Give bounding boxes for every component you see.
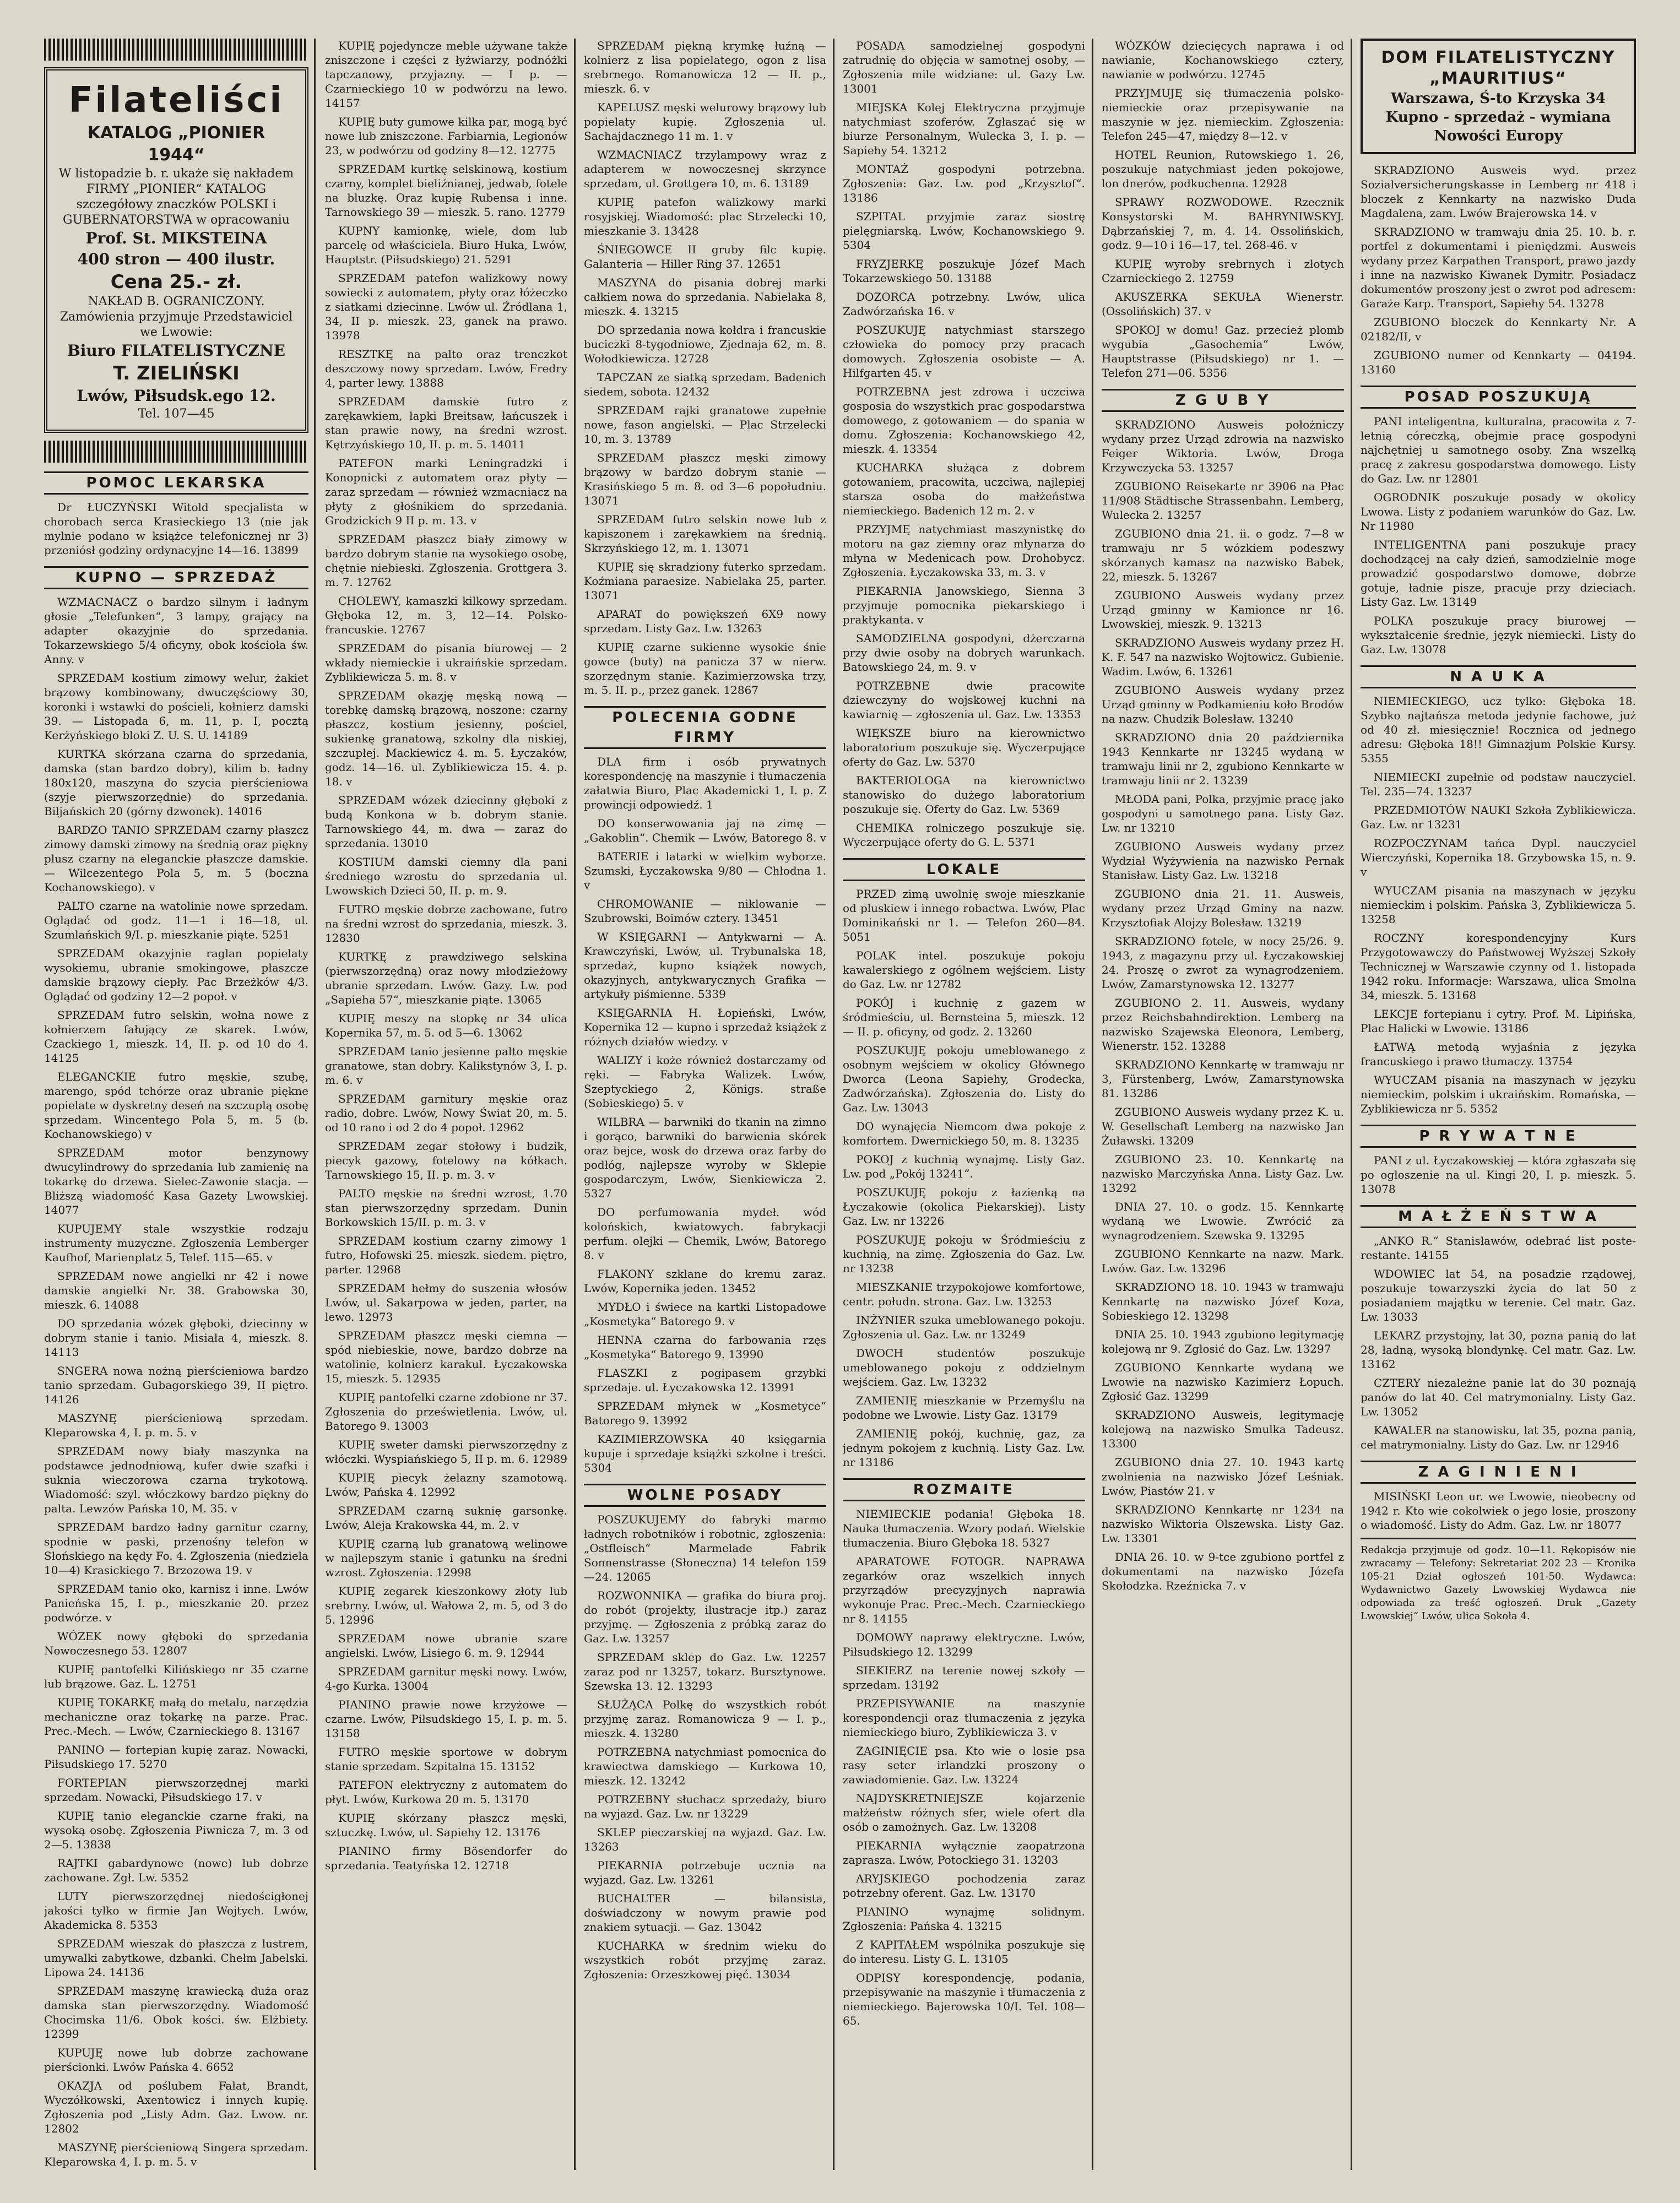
classified-ad: WÓZKÓW dziecięcych naprawa i od nawianie, Kochanowskiego cztery, nawianie w podwórzu. 12745 bbox=[1102, 39, 1344, 81]
classified-ad: SŁUŻĄCA Polkę do wszystkich robót przyjmę zaraz. Romanowicza 9 — I. p., mieszk. 4. 13280 bbox=[584, 1698, 826, 1740]
column-4 bbox=[843, 39, 1085, 2170]
classified-ad: DLA firm i osób prywatnych korespondencję na maszynie i tłumaczenia załatwia Biuro, Plac Akademicki 1, I. p. Z prowincji odpowiedź. 1 bbox=[584, 755, 826, 811]
section-heading: POMOC LEKARSKA bbox=[44, 471, 308, 495]
classified-ad: PRZEDMIOTÓW NAUKI Szkoła Zyblikiewicza. Gaz. Lw. nr 13231 bbox=[1361, 804, 1636, 831]
classified-ad: ZGUBIONO dnia 21. ii. o godz. 7—8 w tramwaju nr 5 wózkiem podeszwy skórzanych kamasz na nazwisko Babek, 22, mieszk. 5. 13267 bbox=[1102, 527, 1344, 583]
classified-ad: KOSTIUM damski ciemny dla pani średniego wzrostu do sprzedania ul. Lwowskich Dzieci 50, II. p. m. 9. bbox=[325, 855, 567, 897]
classified-ad: KUPIĘ się skradziony futerko sprzedam. Koźmiana paraesize. Nabielaka 25, parter. 13071 bbox=[584, 560, 826, 602]
classified-ad: DO wynajęcia Niemcom dwa pokoje z komfortem. Dwernickiego 50, m. 8. 13235 bbox=[843, 1120, 1085, 1147]
classified-ad: SKRADZIONO fotele, w nocy 25/26. 9. 1943, z magazynu przy ul. Łyczakowskiej 24. Proszę o zwrot za wynagrodzeniem. Lwów, Zamarstynowska 12. 13277 bbox=[1102, 935, 1344, 991]
classified-ad: TAPCZAN ze siatką sprzedam. Badenich siedem, sobota. 12432 bbox=[584, 371, 826, 398]
ad-box-name: T. ZIELIŃSKI bbox=[113, 362, 240, 384]
classified-ad: ZGUBIONO Reisekarte nr 3906 na Płac 11/908 Städtische Strassenbahn. Lemberg, Wulecka 2. 13257 bbox=[1102, 480, 1344, 522]
classified-ad: SKLEP pieczarskiej na wyjazd. Gaz. Lw. 13263 bbox=[584, 1826, 826, 1853]
classified-ad: KUPUJĘ nowe lub dobrze zachowane pierścionki. Lwów Pańska 4. 6652 bbox=[44, 2046, 308, 2074]
classified-ad: PRZYJMĘ natychmiast maszynistkę do motoru na gaz ziemny oraz młynarza do młyna w Medenicach pow. Drohobycz. Zgłoszenia. Łyczakowska 33, m. 3. v bbox=[843, 523, 1085, 579]
ad-box-catalog: KATALOG „PIONIER 1944“ bbox=[87, 123, 265, 165]
classified-ad: SPRZEDAM garnitur męski nowy. Lwów, 4-go Kurka. 13004 bbox=[325, 1665, 567, 1692]
classified-ad: WÓZEK nowy głęboki do sprzedania Nowoczesnego 53. 12807 bbox=[44, 1630, 308, 1657]
classified-ad: KSIĘGARNIA H. Łopieński, Lwów, Kopernika 12 — kupno i sprzedaż książek z różnych działów wiedzy. v bbox=[584, 1006, 826, 1048]
classified-ad: ZGUBIONO bloczek do Kennkarty Nr. A 02182/II, v bbox=[1361, 316, 1636, 343]
classified-ad: ODPISY korespondencję, podania, przepisywanie na maszynie i tłumaczenia z niemieckiego. Bajerowska 10/I. Tel. 108—65. bbox=[843, 1971, 1085, 2027]
classified-ad: WILBRA — barwniki do tkanin na zimno i gorąco, barwniki do barwienia skórek oraz bejce, wosk do drzewa oraz farby do podłóg, najlepsze wyroby w Sklepie gospodarczym, Lwów, Sienkiewicza 2. 5327 bbox=[584, 1115, 826, 1200]
classified-ad: ROZWONNIKA — grafika do biura proj. do robót (projekty, ilustracje itp.) zaraz przyjmę. — Zgłoszenia z próbką zaraz do Gaz. Lw. 13257 bbox=[584, 1589, 826, 1645]
classified-ad: SPRZEDAM okazyjnie raglan popielaty wysokiemu, ubranie smokingowe, płaszcze damskie brązowy ciepły. Pac Brzeżków 4/3. Oglądać od godziny 12—2 popoł. v bbox=[44, 947, 308, 1003]
classified-ad: KUCHARKA służąca z dobrem gotowaniem, pracowita, uczciwa, najlepiej starsza osoba do małżeństwa niemieckiego. Badenich 12 m. 2. v bbox=[843, 461, 1085, 517]
classified-ad: KAZIMIERZOWSKA 40 księgarnia kupuje i sprzedaje książki szkolne i treści. 5304 bbox=[584, 1433, 826, 1474]
classified-ad: SPRZEDAM do pisania biurowej — 2 wkłady niemieckie i ukraińskie sprzedam. Zyblikiewicza 5. m. 8. v bbox=[325, 642, 567, 683]
classified-ad: PIEKARNIA Janowskiego, Sienna 3 przyjmuje pomocnika piekarskiego i praktykanta. v bbox=[843, 584, 1085, 626]
classified-ad: SKRADZIONO 18. 10. 1943 w tramwaju Kennkartę na nazwisko Józef Koza, Sobieskiego 12. 13298 bbox=[1102, 1280, 1344, 1322]
classified-ad: ZGUBIONO Kennkarte wydaną we Lwowie na nazwisko Kazimierz Łopuch. Zgłosić Gaz. 13299 bbox=[1102, 1361, 1344, 1403]
classified-ad: MONTAŻ gospodyni potrzebna. Zgłoszenia: Gaz. Lw. pod „Krzysztof“. 13186 bbox=[843, 162, 1085, 204]
classified-ad: BATERIE i latarki w wielkim wyborze. Szumski, Łyczakowska 9/80 — Chłodna 1. v bbox=[584, 850, 826, 892]
classified-ad: MYDŁO i świece na kartki Listopadowe „Kosmetyka“ Batorego 9. v bbox=[584, 1300, 826, 1328]
classified-ad: ZGUBIONO Ausweis wydany przez K. u. W. Gesellschaft Lemberg na nazwisko Jan Żuławski. 13209 bbox=[1102, 1105, 1344, 1147]
classified-ad: SKRADZIONO Ausweis położniczy wydany przez Urząd zdrowia na nazwisko Feiger Wiktoria. Lwów, Droga Krzywczycka 53. 13257 bbox=[1102, 418, 1344, 474]
classified-ad: SPRZEDAM kostium czarny zimowy 1 futro, Hofowski 25. mieszk. siedem. piętro, parter. 12968 bbox=[325, 1234, 567, 1276]
classified-ad: SPRZEDAM płaszcz męski ciemna — spód niebieskie, nowe, bardzo dobrze na watolinie, kolnierz karakul. Łyczakowska 15, mieszk. 5. 12935 bbox=[325, 1329, 567, 1385]
classified-ad: SPRZEDAM młynek w „Kosmetyce“ Batorego 9. 13992 bbox=[584, 1399, 826, 1427]
classified-ad: SPOKOJ w domu! Gaz. przecież plomb wygubia „Gasochemia“ Lwów, Hauptstrasse (Piłsudskiego) nr 1. — Telefon 271—06. 5356 bbox=[1102, 323, 1344, 379]
classified-ad: SKRADZIONO Ausweis wydany przez H. K. F. 547 na nazwisko Wojtowicz. Gubienie. Wadim. Lwów, 6. 13261 bbox=[1102, 636, 1344, 678]
classified-ad: SPRZEDAM nowy biały maszynka na podstawce jednodniową, kufer dwie szafki i suknia wieczorowa czarna trykotową. Wiadomość: szyl. włóczkowy bardzo piękny do palta. Lewzów Pańska 10, M. 35. v bbox=[44, 1445, 308, 1515]
classified-ad: OKAZJA od poślubem Fałat, Brandt, Wyczółkowski, Axentowicz i innych kupię. Zgłoszenia pod „Listy Adm. Gaz. Lwow. nr. 12802 bbox=[44, 2079, 308, 2135]
classified-ad: PIEKARNIA potrzebuje ucznia na wyjazd. Gaz. Lw. 13261 bbox=[584, 1859, 826, 1886]
classified-ad: KUPIĘ czarne sukienne wysokie śnie gowce (buty) na panicza 37 w nierw. szorzędnym stanie. Kazimierzowska trzy, m. 5. II. p., przez ganek. 12867 bbox=[584, 641, 826, 697]
classified-ad: BUCHALTER — bilansista, doświadczony w nowym prawie pod znakiem sytuacji. — Gaz. 13042 bbox=[584, 1892, 826, 1934]
classified-ad: SPRZEDAM nowe ubranie szare angielski. Lwów, Lisiego 6. m. 9. 12944 bbox=[325, 1632, 567, 1659]
classified-ad: POSADA samodzielnej gospodyni zatrudnię do objęcia w samotnej osoby, — Zgłoszenia mile widziane: ul. Gazy Lw. 13001 bbox=[843, 39, 1085, 95]
classified-ad: ZGUBIONO 23. 10. Kennkartę na nazwisko Marczyńska Anna. Listy Gaz. Lw. 13292 bbox=[1102, 1153, 1344, 1195]
ad-box-tel: Tel. 107—45 bbox=[138, 407, 215, 421]
classified-ad: SPRZEDAM piękną krymkę łuźną — kolnierz z lisa popielatego, ogon z lisa srebrnego. Romanowicza 12 — II. p., mieszk. 6. v bbox=[584, 39, 826, 95]
classified-ad: SPRZEDAM sklep do Gaz. Lw. 12257 zaraz pod nr 13257, tokarz. Bursztynowe. Szewska 13. 12. 13293 bbox=[584, 1651, 826, 1692]
classified-ad: ŁATWĄ metodą wyjaśnia z języka francuskiego i prawo tłumaczy. 13754 bbox=[1361, 1040, 1636, 1068]
classified-ad: OGRODNIK poszukuje posady w okolicy Lwowa. Listy z podaniem warunków do Gaz. Lw. Nr 11980 bbox=[1361, 491, 1636, 533]
classified-ad: DNIA 25. 10. 1943 zgubiono legitymację kolejową nr 9. Zgłosić do Gaz. Lw. 13297 bbox=[1102, 1328, 1344, 1355]
classified-ad: ZGUBIONO 2. 11. Ausweis, wydany przez Reichsbahndirektion. Lemberg na nazwisko Szajewska Eleonora, Lemberg, Wienerstr. 152. 13288 bbox=[1102, 996, 1344, 1052]
classified-ad: POTRZEBNE dwie pracowite dziewczyny do wojskowej kuchni na kawiarnię — zgłoszenia ul. Gaz. Lw. 13353 bbox=[843, 679, 1085, 721]
section-heading: Z G U B Y bbox=[1102, 389, 1344, 412]
classified-ad: DNIA 26. 10. w 9-tce zgubiono portfel z dokumentami na nazwisko Józefa Skołodzka. Rzeźnicka 7. v bbox=[1102, 1550, 1344, 1592]
classified-ad: SKRADZIONO Ausweis, legitymację kolejową na nazwisko Smulka Tadeusz. 13300 bbox=[1102, 1408, 1344, 1450]
column-rule bbox=[314, 39, 316, 2170]
classified-ad: POSZUKUJĘ pokoju w Śródmieściu z kuchnią, na zimę. Zgłoszenia do Gaz. Lw. nr 13238 bbox=[843, 1233, 1085, 1275]
classified-ad: KUPIĘ pantofelki Kilińskiego nr 35 czarne lub brązowe. Gaz. L. 12751 bbox=[44, 1663, 308, 1690]
column-rule bbox=[1351, 39, 1352, 2170]
classified-ad: DO konserwowania jaj na zimę — „Gakoblin“. Chemik — Lwów, Batorego 8. v bbox=[584, 817, 826, 844]
classified-ad: PALTO czarne na watolinie nowe sprzedam. Oglądać od godz. 11—1 i 16—18, ul. Szumlańskich 9/I. p. mieszkanie piąte. 5251 bbox=[44, 899, 308, 941]
mauritius-ad-box bbox=[1361, 39, 1636, 154]
classified-ad: ZAGINIĘCIE psa. Kto wie o losie psa rasy seter irlandzki proszony o zawiadomienie. Gaz. Lw. 13224 bbox=[843, 1744, 1085, 1786]
classified-ad: INŻYNIER szuka umeblowanego pokoju. Zgłoszenia ul. Gaz. Lw. nr 13249 bbox=[843, 1314, 1085, 1341]
classified-ad: POSZUKUJĘ natychmiast starszego człowieka do pomocy przy pracach domowych. Zgłoszenia osobiste — A. Hilfgarten 45. v bbox=[843, 323, 1085, 379]
classified-ad: FUTRO męskie dobrze zachowane, futro na średni wzrost do sprzedania, mieszk. 3. 12830 bbox=[325, 903, 567, 945]
classified-ad: RESZTKĘ na palto oraz trenczkot deszczowy nowy sprzedam. Lwów, Fredry 4, parter lewy. 13888 bbox=[325, 348, 567, 389]
classified-ad: DNIA 27. 10. o godz. 15. Kennkartę wydaną we Lwowie. Zwrócić za wynagrodzeniem. Szewska 9. 13295 bbox=[1102, 1200, 1344, 1242]
classified-ad: PRZEPISYWANIE na maszynie korespondencji oraz tłumaczenia z języka niemieckiego biuro, Zyblikiewicza 3. v bbox=[843, 1697, 1085, 1739]
classified-ad: SKRADZIONO Kennkartę w tramwaju nr 3, Fürstenberg, Lwów, Zamarstynowska 81. 13286 bbox=[1102, 1058, 1344, 1100]
classified-ad: ROCZNY korespondencyjny Kurs Przygotowawczy do Państwowej Wyższej Szkoły Technicznej w Warszawie czynny od 1. listopada 1942 roku. Informacje: Warszawa, ulica Smolna 34, mieszk. 5. 13168 bbox=[1361, 931, 1636, 1002]
decorative-stripe bbox=[44, 441, 308, 463]
classified-ad: KUPIĘ wyroby srebrnych i złotych Czarnieckiego 2. 12759 bbox=[1102, 257, 1344, 285]
classified-ad: KURTKĘ z prawdziwego selskina (pierwszorzędną) oraz nowy młodzieżowy ubranie sprzedam. Lwów. Gazy. Lw. pod „Sapieha 57“, mieszkanie piąte. 13065 bbox=[325, 950, 567, 1006]
dom-name: „MAURITIUS“ bbox=[1429, 69, 1567, 88]
classified-ad: ZGUBIONO Kennkarte na nazw. Mark. Lwów. Gaz. Lw. 13296 bbox=[1102, 1247, 1344, 1275]
classified-ad: APARATOWE FOTOGR. NAPRAWA zegarków oraz wszelkich innych przyrządów precyzyjnych naprawia wykonuje Prac. Prec.-Mech. Czarnieckiego nr 8. 14155 bbox=[843, 1555, 1085, 1625]
decorative-stripe bbox=[44, 39, 308, 61]
ad-box-price: Cena 25.- zł. bbox=[110, 271, 242, 293]
classified-ad: KUPUJEMY stale wszystkie rodzaju instrumenty muzyczne. Zgłoszenia Lemberger Kaufhof, Marienplatz 5, Telef. 115—65. v bbox=[44, 1222, 308, 1264]
column-rule bbox=[574, 39, 576, 2170]
classified-ad: NIEMIECKIEGO, ucz tylko: Głęboka 18. Szybko najtańsza metoda jedynie fachowe, już od 40 zł. miesięcznie! Rocznica od jednego adresu: Głęboka 18!! Gimnazjum Polskie Kursy. 5355 bbox=[1361, 694, 1636, 765]
classified-ad: CHROMOWANIE — niklowanie — Szubrowski, Boimów cztery. 13451 bbox=[584, 897, 826, 925]
classified-ad: POTRZEBNA natychmiast pomocnica do krawiectwa damskiego — Kurkowa 10, mieszk. 12. 13242 bbox=[584, 1745, 826, 1787]
classified-ad: NAJDYSKRETNIEJSZE kojarzenie małżeństw różnych sfer, wiele ofert dla osób o zamożnych. Gaz. Lw. 13208 bbox=[843, 1792, 1085, 1833]
classified-ad: PIEKARNIA wyłącznie zaopatrzona zaprasza. Lwów, Potockiego 31. 13203 bbox=[843, 1839, 1085, 1866]
classified-ad: ZGUBIONO dnia 27. 10. 1943 kartę zwolnienia na nazwisko Józef Leśniak. Lwów, Piastów 21. v bbox=[1102, 1456, 1344, 1497]
classified-ad: KUPIĘ czarną lub granatową welinowe w najlepszym stanie i gatunku na średni wzrost. Zgłoszenia. 12998 bbox=[325, 1537, 567, 1579]
classified-ad: PRZED zimą uwolnię swoje mieszkanie od pluskiew i innego robactwa. Lwów, Plac Dominikański nr 1. — Telefon 260—84. 5051 bbox=[843, 887, 1085, 943]
classified-ad: Dr ŁUCZYŃSKI Witold specjalista w chorobach serca Krasieckiego 13 (nie jak mylnie podano w książce telefonicznej nr 3) przeniósł godziny ordynacyjne 14—16. 13899 bbox=[44, 501, 308, 557]
classified-ad: MIESZKANIE trzypokojowe komfortowe, centr. połudn. strona. Gaz. Lw. 13253 bbox=[843, 1280, 1085, 1308]
classified-ad: SPRZEDAM hełmy do suszenia włosów Lwów, ul. Sakarpowa w jeden, parter, na lewo. 12973 bbox=[325, 1282, 567, 1323]
editorial-footer: Redakcja przyjmuje od godz. 10—11. Rękopisów nie zwracamy — Telefony: Sekretariat 202 23 — Kronika 105-21 Dział ogłoszeń 101-50. Wydawca: Wydawnictwo Gazety Lwowskiej Wydawca nie odpowiada za treść ogłoszeń. Druk „Gazety Lwowskiej“ Lwów, ulica Sokoła 4. bbox=[1361, 1538, 1636, 1623]
classified-ad: POSZUKUJĘ pokoju z łazienką na Łyczakowie (okolica Piekarskiej). Listy Gaz. Lw. nr 13226 bbox=[843, 1186, 1085, 1228]
classified-ad: ROZPOCZYNAM tańca Dypl. nauczyciel Wierczyński, Kopernika 18. Grzybowska 15, n. 9. v bbox=[1361, 837, 1636, 878]
classified-ad: KUPIĘ pantofelki czarne zdobione nr 37. Zgłoszenia do prześwietlenia. Lwów, ul. Batorego 9. 13003 bbox=[325, 1391, 567, 1433]
classified-ad: Z KAPITAŁEM wspólnika poszukuje się do interesu. Listy G. L. 13105 bbox=[843, 1938, 1085, 1966]
classified-ad: ZAMIENIĘ pokój, kuchnię, gaz, za jednym pokojem z kuchnią. Listy Gaz. Lw. nr 13186 bbox=[843, 1427, 1085, 1469]
classified-ad: PANINO — fortepian kupię zaraz. Nowacki, Piłsudskiego 17. 5270 bbox=[44, 1743, 308, 1771]
classified-ad: PIANINO prawie nowe krzyżowe — czarne. Lwów, Piłsudskiego 15, I. p. m. 5. 13158 bbox=[325, 1698, 567, 1740]
classified-ad: KUPIĘ TOKARKĘ małą do metalu, narzędzia mechaniczne oraz tokarkę na parze. Prac. Prec.-Mech. — Lwów, Czarnieckiego 8. 13167 bbox=[44, 1696, 308, 1738]
section-heading: POLECENIA GODNE FIRMY bbox=[584, 706, 826, 749]
classified-ad: ZGUBIONO dnia 21. 11. Ausweis, wydany przez Urząd Gminy na nazw. Krzysztofiak Alojzy Bolesław. 13219 bbox=[1102, 887, 1344, 929]
classified-ad: SPRZEDAM czarną suknię garsonkę. Lwów, Aleja Krakowska 44, m. 2. v bbox=[325, 1504, 567, 1532]
classified-ad: SPRZEDAM maszynę krawiecką duża oraz damska stan pierwszorzędny. Wiadomość Chocimska 11/6. Obok kości. św. Elżbiety. 12399 bbox=[44, 1984, 308, 2041]
classified-ad: FLASZKI z pogipasem grzybki sprzedaje. ul. Łyczakowska 12. 13991 bbox=[584, 1366, 826, 1394]
classified-ad: ZGUBIONO Ausweis wydany przez Urząd gminny w Podkamieniu koło Brodów na nazw. Chudzik Bolesław. 13240 bbox=[1102, 683, 1344, 725]
section-heading: N A U K A bbox=[1361, 665, 1636, 688]
classified-ad: KUPIĘ meszy na stopkę nr 34 ulica Kopernika 57, m. 5. od 5—6. 13062 bbox=[325, 1012, 567, 1039]
ad-box-address: Lwów, Piłsudsk.ego 12. bbox=[77, 387, 276, 405]
classified-ad: SPRZEDAM bardzo ładny garnitur czarny, spodnie w paski, przenośny telefon w Słońskiego na kędy Fo. 4. Zgłoszenia (niedziela 10—4) Krasickiego 7. Brzozowa 19. v bbox=[44, 1521, 308, 1577]
classified-ad: NIEMIECKIE podania! Głęboka 18. Nauka tłumaczenia. Wzory podań. Wielskie tłumaczenia. Biuro Głęboka 18. 5327 bbox=[843, 1507, 1085, 1549]
section-heading: ROZMAITE bbox=[843, 1478, 1085, 1501]
classified-ad: BAKTERIOLOGA na kierownictwo stanowisko do dużego laboratorium poszukuje się. Oferty do Gaz. Lw. 5369 bbox=[843, 774, 1085, 816]
classified-ad: SPRAWY ROZWODOWE. Rzecznik Konsystorski M. BAHRYNIWSKYJ. Dąbrzańskiej 7, m. 4. 14. Ossolińskich, godz. 9—10 i 16—17, tel. 268-46. v bbox=[1102, 196, 1344, 252]
classified-ad: KUPIĘ skórzany płaszcz męski, sztuczkę. Lwów, ul. Sapiehy 12. 13176 bbox=[325, 1811, 567, 1839]
classified-ad: SIEKIERZ na terenie nowej szkoły — sprzedam. 13192 bbox=[843, 1664, 1085, 1691]
section-heading: M A Ł Ż E Ń S T W A bbox=[1361, 1205, 1636, 1228]
classified-ad: SPRZEDAM płaszcz biały zimowy w bardzo dobrym stanie na wysokiego osobę, chętnie niebieski. Zgłoszenia. Grottgera 3. m. 7. 12762 bbox=[325, 533, 567, 589]
classified-ad: POSZUKUJĘ pokoju umeblowanego z osobnym wejściem w okolicy Głównego Dworca (Leona Sapiehy, Grodecka, Zadwórzańska). Zgłoszenia do. Listy do Gaz. Lw. 13043 bbox=[843, 1044, 1085, 1114]
classified-ad: SPRZEDAM damskie futro z zarękawkiem, łapki Breitsaw, łańcuszek i stan prawie nowy, na średni wzrost. Kętrzyńskiego 10, II. p. m. 5. 14011 bbox=[325, 395, 567, 451]
classified-ad: PALTO męskie na średni wzrost, 1.70 stan pierwszorzędny sprzedam. Dunin Borkowskich 15/II. p. m. 3. v bbox=[325, 1187, 567, 1229]
dom-news: Nowości Europy bbox=[1434, 128, 1563, 144]
classified-ad: SZPITAL przyjmie zaraz siostrę pielęgniarską. Lwów, Kochanowskiego 9. 5304 bbox=[843, 210, 1085, 252]
classified-ad: CHEMIKA rolniczego poszukuje się. Wyczerpujące oferty do G. L. 5371 bbox=[843, 821, 1085, 849]
classified-ad: RAJTKI gabardynowe (nowe) lub dobrze zachowane. Zgł. Lw. 5352 bbox=[44, 1857, 308, 1884]
classified-ad: WYUCZAM pisania na maszynach w języku niemieckim i polskim. Pańska 3, Zyblikiewicza 5. 13258 bbox=[1361, 884, 1636, 926]
classified-ad: HOTEL Reunion, Rutowskiego 1. 26, poszukuje natychmiast jeden pokojowe, lon dnerów, podkuchenna. 12928 bbox=[1102, 148, 1344, 190]
classified-ad: DO sprzedania wózek głęboki, dziecinny w dobrym stanie i tanio. Misiała 4, mieszk. 8. 14113 bbox=[44, 1317, 308, 1359]
classified-ad: SPRZEDAM rajki granatowe zupełnie nowe, fason angielski. — Plac Strzelecki 10, m. 3. 13789 bbox=[584, 404, 826, 446]
classified-ad: SPRZEDAM futro selskin, wołna nowe z kołnierzem fałujący ze skarek. Lwów, Czackiego 1, mieszk. 14, II. p. od 10 do 4. 14125 bbox=[44, 1008, 308, 1065]
classified-ad: „ANKO R.“ Stanisławów, odebrać list poste-restante. 14155 bbox=[1361, 1234, 1636, 1262]
classified-ad: HENNA czarna do farbowania rzęs „Kosmetyka“ Batorego 9. 13990 bbox=[584, 1333, 826, 1361]
ad-box-office: Biuro FILATELISTYCZNE bbox=[67, 341, 285, 360]
classified-ad: SKRADZIONO Ausweis wyd. przez Sozialversicherungskasse in Lemberg nr 418 i bloczek z Kennkarty na nazwisko Duda Magdalena, zam. Lwów Brajerowska 14. v bbox=[1361, 164, 1636, 220]
classified-ad: MŁODA pani, Polka, przyjmie pracę jako gospodyni u samotnego pana. Listy Gaz. Lw. nr 13210 bbox=[1102, 793, 1344, 834]
classified-ad: ELEGANCKIE futro męskie, szubę, marengo, spód tchórze oraz ubranie piękne popielate w dyskretny deseń na szczuplą osobę sprzedam. Wincentego Pola 5, m. 5 (b. Kochanowskiego) v bbox=[44, 1070, 308, 1141]
classified-ad: KUPNY kamionkę, wiele, dom lub parcelę od właściciela. Biuro Huka, Lwów, Hauptstr. (Piłsudskiego) 21. 5291 bbox=[325, 224, 567, 266]
classified-ad: KURTKA skórzana czarna do sprzedania, damska (stan bardzo dobry), kilim b. ładny 180x120, maszyna do szycia pierścieniowa (szyje pierwszorzędnie) do sprzedania. Biljańskich 20 (górny dzwonek). 14016 bbox=[44, 747, 308, 818]
column-3 bbox=[584, 39, 826, 2170]
classified-ad: DOMOWY naprawy elektryczne. Lwów, Piłsudskiego 12. 13299 bbox=[843, 1631, 1085, 1658]
classified-ad: MASZYNA do pisania dobrej marki całkiem nowa do sprzedania. Nabielaka 8, mieszk. 4. 13215 bbox=[584, 276, 826, 318]
classified-ad: PATEFON elektryczny z automatem do płyt. Lwów, Kurkowa 20 m. 5. 13170 bbox=[325, 1778, 567, 1806]
classified-ad: W KSIĘGARNI — Antykwarni — A. Krawczyński, Lwów, ul. Trybunalska 18, sprzedaż, kupno książek nowych, okazyjnych, antykwarycznych Grafika — artykuły piśmienne. 5339 bbox=[584, 930, 826, 1001]
ad-box-title: Filateliści bbox=[68, 80, 284, 121]
ad-box-intro: W listopadzie b. r. ukaże się nakładem FIRMY „PIONIER“ KATALOG szczegółowy znaczków POLSKI i GUBERNATORSTWA w opracowaniu bbox=[58, 167, 294, 227]
classified-ad: ARYJSKIEGO pochodzenia zaraz potrzebny oferent. Gaz. Lw. 13170 bbox=[843, 1872, 1085, 1900]
classified-ad: POKÓJ i kuchnię z gazem w śródmieściu, ul. Bernsteina 5, mieszk. 12 — II. p. oficyny, od godz. 2. 13260 bbox=[843, 996, 1085, 1038]
classified-ad: AKUSZERKA SEKUŁA Wienerstr. (Ossolińskich) 37. v bbox=[1102, 290, 1344, 318]
classified-ad: SPRZEDAM futro selskin nowe lub z kapiszonem i zarękawkiem na średnią. Skrzyńskiego 12, m. 1. 13071 bbox=[584, 513, 826, 555]
classified-ad: KAWALER na stanowisku, lat 35, pozna panią, cel matrymonialny. Listy do Gaz. Lw. nr 12946 bbox=[1361, 1424, 1636, 1451]
classified-ad: PIANINO wynajmę solidnym. Zgłoszenia: Pańska 4. 13215 bbox=[843, 1905, 1085, 1933]
classified-ad: SPRZEDAM nowe angielki nr 42 i nowe damskie angielki Nr. 38. Grabowska 30, mieszk. 6. 14088 bbox=[44, 1269, 308, 1311]
classified-ad: SPRZEDAM tanio jesienne palto męskie granatowe, stan dobry. Kalikstynów 3, I. p. m. 6. v bbox=[325, 1045, 567, 1087]
classified-ad: SPRZEDAM patefon walizkowy nowy sowiecki z automatem, płyty oraz łóżeczko z siatkami dziecinne. Lwów ul. Źródlana 1, 34, II p. mieszk. 23, ganek na prawo. 13978 bbox=[325, 272, 567, 342]
classified-ad: POTRZEBNA jest zdrowa i uczciwa gosposia do wszystkich prac gospodarstwa domowego, z gotowaniem — do spania w domu. Zgłoszenia: Kochanowskiego 42, mieszk. 4. 13354 bbox=[843, 385, 1085, 455]
classified-ad: SPRZEDAM zegar stołowy i budzik, piecyk gazowy, fotelowy na kółkach. Tarnowskiego 15, II. p. m. 3. v bbox=[325, 1140, 567, 1181]
classified-ad: SPRZEDAM motor benzynowy dwucylindrowy do sprzedania lub zamienię na tokarkę do drzewa. Sielec-Zawonie stacja. — Bliższą wiadomość Kasa Gazety Lwowskiej. 14077 bbox=[44, 1146, 308, 1217]
classified-ad: POSZUKUJEMY do fabryki marmo ładnych robotników i robotnic, zgłoszenia: „Ostfleisch“ Marmelade Fabrik Sonnenstrasse (Słoneczna) 14 telefon 159—24. 12065 bbox=[584, 1513, 826, 1583]
classified-ad: DWOCH studentów poszukuje umeblowanego pokoju z oddzielnym wejściem. Gaz. Lw. 13232 bbox=[843, 1347, 1085, 1388]
classified-ad: LEKARZ przystojny, lat 30, pozna panią do lat 28, ładną, wysoką blondynkę. Cel matr. Gaz. Lw. 13162 bbox=[1361, 1329, 1636, 1371]
ad-box-author: Prof. St. MIKSTEINA bbox=[85, 229, 267, 247]
classified-ad: INTELIGENTNA pani poszukuje pracy dochodzącej na cały dzień, samodzielnie moge prowadzić gospodarstwo domowe, dobrze gotuje, ładnie pisze, pracuje przy dzieciach. Listy Gaz. Lw. 13149 bbox=[1361, 538, 1636, 609]
column-2 bbox=[325, 39, 567, 2170]
section-heading: POSAD POSZUKUJĄ bbox=[1361, 386, 1636, 409]
classified-ad: SPRZEDAM kostium zimowy welur, żakiet brązowy kombinowany, dwuczęściowy 30, koronki i wstawki do pościeli, kołnierz damski 39. — Listopada 6, m. 11, p. I, pocztą Kerżyńskiego bloki Z. U. S. U. 14189 bbox=[44, 671, 308, 742]
classified-ad: SKRADZIONO Kennkartę nr 1234 na nazwisko Wiktoria Olszewska. Listy Gaz. Lw. 13301 bbox=[1102, 1503, 1344, 1545]
classified-ad: CHOLEWY, kamaszki kilkowy sprzedam. Głęboka 12, m. 3, 12—14. Polsko-francuskie. 12767 bbox=[325, 594, 567, 636]
column-1 bbox=[44, 39, 308, 2170]
classified-ad: NIEMIECKI zupełnie od podstaw nauczyciel. Tel. 235—74. 13237 bbox=[1361, 770, 1636, 798]
classified-ad: FLAKONY szklane do kremu zaraz. Lwów, Kopernika jeden. 13452 bbox=[584, 1267, 826, 1295]
classified-ad: KUPIĘ sweter damski pierwszorzędny z włóczki. Wyspiańskiego 5, II p. m. 6. 12989 bbox=[325, 1438, 567, 1466]
classified-ad: KUPIĘ buty gumowe kilka par, mogą być nowe lub zniszczone. Farbiarnia, Legionów 23, w podwórzu od godziny 8—12. 12775 bbox=[325, 115, 567, 157]
classified-ad: KUPIĘ patefon walizkowy marki rosyjskiej. Wiadomość: plac Strzelecki 10, mieszkanie 3. 13428 bbox=[584, 196, 826, 237]
classified-ad: ZGUBIONO Ausweis wydany przez Wydział Wyżywienia na nazwisko Pernak Stanisław. Listy Gaz. Lw. 13218 bbox=[1102, 840, 1344, 882]
classified-ad: DO sprzedania nowa kołdra i francuskie buciczki 8-tygodniowe, Zjednaja 62, m. 8. Wołodkiewicza. 12728 bbox=[584, 323, 826, 365]
classified-ad: KUPIĘ pojedyncze meble używane także zniszczone i części z łyżwiarzy, podnóżki tapczanowy, przyjazny. — I p. — Czarnieckiego 10 w podwórzu na lewo. 14157 bbox=[325, 39, 567, 110]
classified-ad: WYUCZAM pisania na maszynach w języku niemieckim, polskim i ukraińskim. Romańska, — Zyblikiewicza nr 5. 5352 bbox=[1361, 1073, 1636, 1115]
classified-ad: WIĘKSZE biuro na kierownictwo laboratorium poszukuje się. Wyczerpujące oferty do Gaz. Lw. 5370 bbox=[843, 726, 1085, 768]
section-heading: KUPNO — SPRZEDAŻ bbox=[44, 566, 308, 589]
classified-ad: PANI inteligentna, kulturalna, pracowita z 7-letnią córeczką, obejmie pracę gospodyni najchętniej u samotnego osoby. Zna wszelką pracę z zakresu gospodarstwa domowego. Listy do Gaz. Lw. nr 12801 bbox=[1361, 415, 1636, 485]
classified-ad: POLKA poszukuje pracy biurowej — wykształcenie średnie, język niemiecki. Listy do Gaz. Lw. 13078 bbox=[1361, 614, 1636, 656]
classified-ad: KUCHARKA w średnim wieku do wszystkich robót przyjmę zaraz. Zgłoszenia: Orzeszkowej pięć. 13034 bbox=[584, 1939, 826, 1981]
classified-ad: FRYZJERKĘ poszukuje Józef Mach Tokarzewskiego 50. 13188 bbox=[843, 257, 1085, 285]
classified-ad: PATEFON marki Leningradzki i Konopnicki z automatem oraz płyty — zaraz sprzedam — również wzmacniacz na płyty z głośnikiem do sprzedania. Grodzickich 9 II p. m. 13. v bbox=[325, 457, 567, 527]
dom-address: Warszawa, Ś-to Krzyska 34 bbox=[1391, 90, 1606, 107]
classified-ad: SPRZEDAM kurtkę selskinową, kostium czarny, komplet bieliźnianej, jedwab, fotele na bluzkę. Oraz kupię Rubensa i inne. Tarnowskiego 39 — mieszk. 5. rano. 12779 bbox=[325, 162, 567, 219]
column-rule bbox=[1092, 39, 1093, 2170]
classified-ad: POKOJ z kuchnią wynajmę. Listy Gaz. Lw. pod „Pokój 13241“. bbox=[843, 1153, 1085, 1180]
classified-ad: SPRZEDAM okazję męską nową — torebkę damską brązową, noszone: czarny płaszcz, kostium jesienny, pościel, sukienkę granatową, szkolny dla niskiej, szczupłej. Mackiewicz 4. m. 5. Łyczaków, godz. 14—16. ul. Zyblikiewicza 15. 4. p. 18. v bbox=[325, 689, 567, 788]
classified-ad: WALIZY i koże również dostarczamy od ręki. — Fabryka Walizek. Lwów, Szeptyckiego 2, Königs. straße (Sobieskiego) 5. v bbox=[584, 1054, 826, 1110]
classified-ad: DOZORCA potrzebny. Lwów, ulica Zadwórzańska 16. v bbox=[843, 290, 1085, 318]
classified-ad: FUTRO męskie sportowe w dobrym stanie sprzedam. Szpitalna 15. 13152 bbox=[325, 1745, 567, 1773]
classified-ad: KUPIĘ zegarek kieszonkowy złoty lub srebrny. Lwów, ul. Wałowa 2, m. 5, od 3 do 5. 12996 bbox=[325, 1585, 567, 1626]
classified-ad: FORTEPIAN pierwszorzędnej marki sprzedam. Nowacki, Piłsudskiego 17. v bbox=[44, 1776, 308, 1804]
classified-ad: SPRZEDAM płaszcz męski zimowy brązowy w bardzo dobrym stanie — Krasińskiego 5 m. 8. od 3—6 popołudniu. 13071 bbox=[584, 451, 826, 507]
classified-ad: SPRZEDAM wieszak do płaszcza z lustrem, umywalki zabytkowe, dzbanki. Chełm Jabelski. Lipowa 24. 14136 bbox=[44, 1937, 308, 1979]
column-6 bbox=[1361, 39, 1636, 2170]
classified-ad: MASZYNĘ pierścieniową Singera sprzedam. Kleparowska 4, I. p. m. 5. v bbox=[44, 2141, 308, 2168]
classified-ad: PRZYJMUJĘ się tłumaczenia polsko-niemieckie oraz przepisywanie na maszynie w jęz. niemieckim. Zgłoszenia: Telefon 245—47, między 8—12. v bbox=[1102, 86, 1344, 143]
section-heading: LOKALE bbox=[843, 858, 1085, 881]
classified-ad: DO perfumowania mydeł. wód kolońskich, kwiatowych. fabrykacji perfum. olejki — Chemik, Lwów, Batorego 8. v bbox=[584, 1206, 826, 1262]
ad-box-pages: 400 stron — 400 ilustr. bbox=[77, 250, 275, 268]
classified-ad: PIANINO firmy Bösendorfer do sprzedania. Teatyńska 12. 12718 bbox=[325, 1844, 567, 1872]
section-heading: Z A G I N I E N I bbox=[1361, 1461, 1636, 1484]
classified-ad: POTRZEBNY słuchacz sprzedaży, biuro na wyjazd. Gaz. Lw. nr 13229 bbox=[584, 1793, 826, 1820]
dom-services: Kupno - sprzedaż - wymiana bbox=[1385, 109, 1611, 126]
classified-ad: KAPELUSZ męski welurowy brązowy lub popielaty kupię. Zgłoszenia ul. Sachajdacznego 11 m. 1. v bbox=[584, 101, 826, 143]
classified-ad: WDOWIEC lat 54, na posadzie rządowej, poszukuje towarzyszki życia do lat 50 z posiadaniem majątku w terenie. Cel matr. Gaz. Lw. 13033 bbox=[1361, 1267, 1636, 1323]
classified-ad: SPRZEDAM tanio oko, karnisz i inne. Lwów Panieńska 15, I. p., mieszkanie 20. przez podwórze. v bbox=[44, 1582, 308, 1624]
section-heading: P R Y W A T N E bbox=[1361, 1125, 1636, 1148]
classified-ad: ZAMIENIĘ mieszkanie w Przemyślu na podobne we Lwowie. Listy Gaz. 13179 bbox=[843, 1394, 1085, 1421]
classified-ad: POLAK intel. poszukuje pokoju kawalerskiego z ogólnem wejściem. Listy do Gaz. Lw. nr 12782 bbox=[843, 949, 1085, 991]
classified-ad: SKRADZIONO dnia 20 października 1943 Kennkarte nr 13245 wydaną w tramwaju linii nr 2, zgubiono Kennkarte w tramwaju linii nr 2. 13239 bbox=[1102, 731, 1344, 787]
column-5 bbox=[1102, 39, 1344, 2170]
classified-ad: WZMACNIACZ trzylampowy wraz z adapterem w nowoczesnej skrzynce sprzedam, ul. Grottgera 10, m. 6. 13189 bbox=[584, 148, 826, 190]
classified-ad: ZGUBIONO Ausweis wydany przez Urząd gminny w Kamionce nr 16. Lwowskiej, mieszk. 9. 13213 bbox=[1102, 589, 1344, 631]
classified-ad: SAMODZIELNA gospodyni, dżerczarna przy dwie osoby na dobrych warunkach. Batowskiego 24, m. 9. v bbox=[843, 632, 1085, 674]
classified-ad: PANI z ul. Łyczakowskiej — która zgłaszała się po ogłoszenie na ul. Kingi 20, I. p. mieszk. 5. 13078 bbox=[1361, 1154, 1636, 1196]
column-rule bbox=[833, 39, 834, 2170]
section-heading: WOLNE POSADY bbox=[584, 1484, 826, 1507]
classified-ad: MISIŃSKI Leon ur. we Lwowie, nieobecny od 1942 r. Kto wie cokolwiek o jego losie, proszony o wiadomość. Listy do Adm. Gaz. Lw. nr 18077 bbox=[1361, 1490, 1636, 1532]
dom-title: DOM FILATELISTYCZNY bbox=[1381, 48, 1616, 67]
classified-ad: SNGERA nowa nożną pierścieniowa bardzo tanio sprzedam. Gubagorskiego 39, II piętro. 14126 bbox=[44, 1364, 308, 1406]
classified-ad: MIEJSKA Kolej Elektryczna przyjmuje natychmiast szoferów. Zgłaszać się w biurze Personalnym, Wulecka 3, I. p. — Sapiehy 54. 13212 bbox=[843, 101, 1085, 157]
classified-ad: LEKCJE fortepianu i cytry. Prof. M. Lipińska, Plac Halicki w Lwowie. 13186 bbox=[1361, 1007, 1636, 1035]
classified-ad: ŚNIEGOWCE II gruby filc kupię. Galanteria — Hiller Ring 37. 12651 bbox=[584, 243, 826, 270]
classified-ad: APARAT do powiększeń 6X9 nowy sprzedam. Listy Gaz. Lw. 13263 bbox=[584, 607, 826, 635]
classified-ad: SKRADZIONO w tramwaju dnia 25. 10. b. r. portfel z dokumentami i pieniędzmi. Ausweis wydany przez Karpathen Transport, prawo jazdy i inne na nazwisko Kiwanek Dymitr. Posiadacz dokumentów proszony jest o zwrot pod adresem: Garaże Karp. Transport, Sapiehy 54. 13278 bbox=[1361, 225, 1636, 310]
classified-ad: SPRZEDAM garnitury męskie oraz radio, dobre. Lwów, Nowy Świat 20, m. 5. od 10 rano i od 2 do 4 popoł. 12962 bbox=[325, 1092, 567, 1134]
classified-ad: SPRZEDAM wózek dziecinny głęboki z budą Konkona w b. dobrym stanie. Tarnowskiego 44, m. dwa — zaraz do sprzedania. 13010 bbox=[325, 794, 567, 850]
filatelisci-ad-box bbox=[44, 67, 308, 433]
ad-box-note: NAKŁAD B. OGRANICZONY. Zamówienia przyjmuje Przedstawiciel we Lwowie: bbox=[59, 295, 293, 339]
classified-ad: ZGUBIONO numer od Kennkarty — 04194. 13160 bbox=[1361, 349, 1636, 376]
classified-ad: LUTY pierwszorzędnej niedościgłonej jakości tylko w firmie Jan Wojtych. Lwów, Akademicka 8. 5353 bbox=[44, 1890, 308, 1931]
classified-ad: BARDZO TANIO SPRZEDAM czarny płaszcz zimowy damski zimowy na średnią oraz piękny plusz czarny na eleganckie płaszcze damskie. — Wilcezentego Pola 5, m. 5 (boczna Kochanowskiego). v bbox=[44, 823, 308, 894]
classified-ad: CZTERY niezależne panie lat do 30 poznają panów do lat 40. Cel matrymonialny. Listy Gaz. Lw. 13052 bbox=[1361, 1376, 1636, 1418]
classified-ad: WZMACNACZ o bardzo silnym i ładnym głosie „Telefunken“, 3 lampy, grający na adapter okazyjnie do sprzedania. Tokarzewskiego 5/4 oficyny, obok kościoła św. Anny. v bbox=[44, 595, 308, 666]
classified-ad: KUPIĘ piecyk żelazny szamotową. Lwów, Pańska 4. 12992 bbox=[325, 1471, 567, 1499]
classified-ad: KUPIĘ tanio eleganckie czarne fraki, na wysoką osobę. Zgłoszenia Piwnicza 7, m. 3 od 2—5. 13838 bbox=[44, 1809, 308, 1851]
classified-ad: MASZYNĘ pierścieniową sprzedam. Kleparowska 4, I. p. m. 5. v bbox=[44, 1412, 308, 1439]
